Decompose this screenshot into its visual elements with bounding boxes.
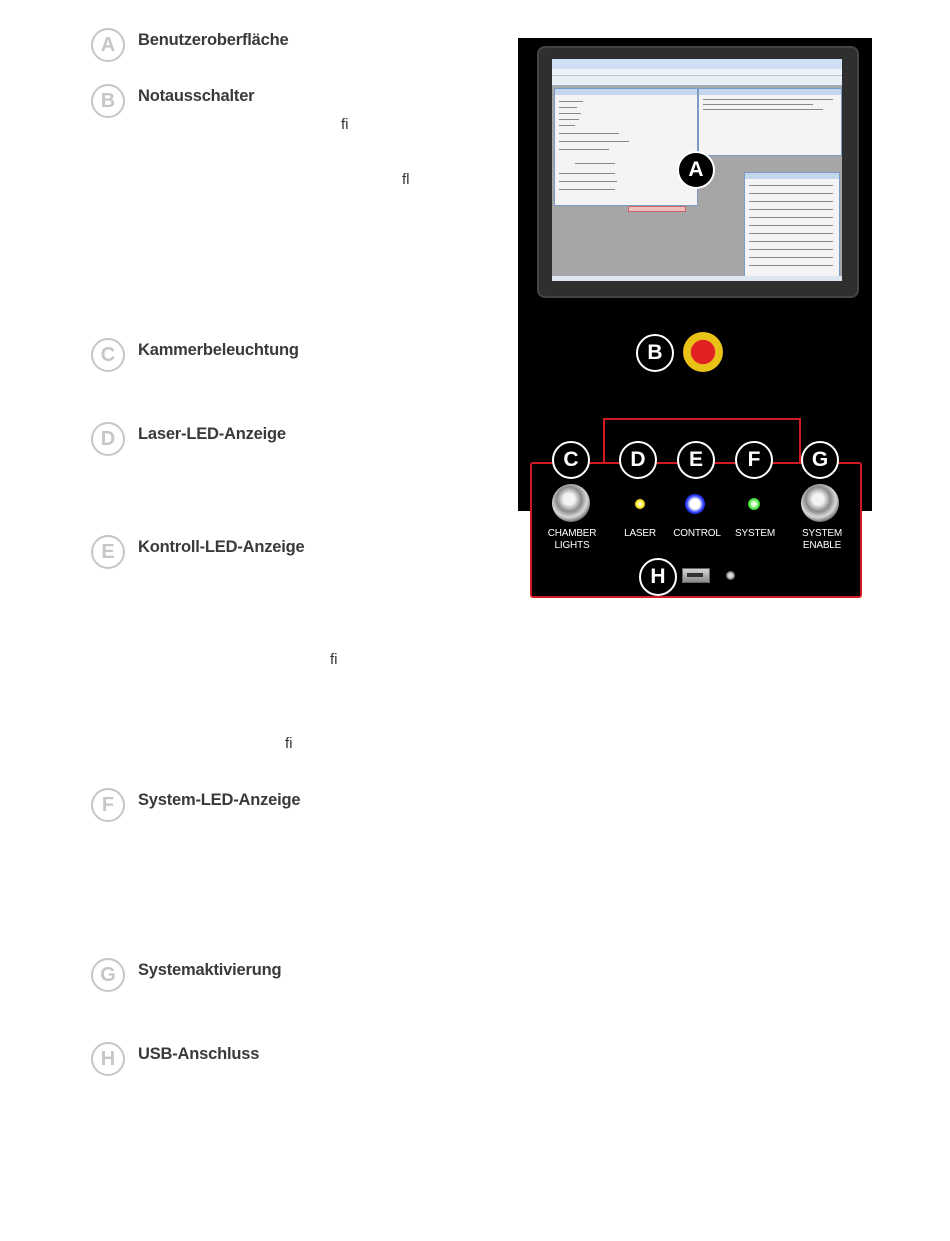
ligature-glyph: ﬂ — [402, 171, 410, 188]
system-enable-button — [801, 484, 839, 522]
legend-label-h: USB-Anschluss — [138, 1045, 260, 1063]
chamber-lights-button — [552, 484, 590, 522]
laser-led — [635, 499, 645, 509]
letter-badge-g: G — [91, 958, 125, 992]
callout-marker-c: C — [552, 441, 590, 479]
app-window-settings — [744, 172, 840, 279]
letter-badge-f: F — [91, 788, 125, 822]
legend-label-d: Laser-LED-Anzeige — [138, 425, 286, 443]
app-menubar — [552, 69, 842, 76]
legend-label-g: Systemaktivierung — [138, 961, 282, 979]
legend-label-a: Benutzeroberfläche — [138, 31, 289, 49]
control-led — [685, 494, 705, 514]
ligature-glyph: ﬁ — [330, 651, 338, 668]
letter-badge-e: E — [91, 535, 125, 569]
system-label: SYSTEM — [735, 528, 775, 539]
control-label: CONTROL — [673, 528, 721, 539]
system-enable-label: SYSTEM ENABLE — [802, 528, 842, 551]
control-panel-inset — [530, 462, 862, 598]
legend-label-f: System-LED-Anzeige — [138, 791, 301, 809]
callout-marker-h: H — [639, 558, 677, 596]
app-taskbar — [552, 276, 842, 281]
legend-label-e: Kontroll-LED-Anzeige — [138, 538, 305, 556]
app-window-right — [698, 88, 842, 156]
ligature-glyph: ﬁ — [285, 735, 293, 752]
letter-badge-c: C — [91, 338, 125, 372]
panel-screw — [726, 571, 735, 580]
callout-marker-d: D — [619, 441, 657, 479]
app-toolbar — [552, 76, 842, 86]
callout-marker-b: B — [636, 334, 674, 372]
usb-port — [682, 568, 710, 583]
callout-marker-e: E — [677, 441, 715, 479]
progress-bar — [628, 206, 686, 212]
callout-marker-a: A — [677, 151, 715, 189]
ligature-glyph: ﬁ — [341, 116, 349, 133]
emergency-stop-button — [683, 332, 723, 372]
laser-label: LASER — [624, 528, 656, 539]
legend-label-c: Kammerbeleuchtung — [138, 341, 299, 359]
legend-label-b: Notausschalter — [138, 87, 255, 105]
letter-badge-h: H — [91, 1042, 125, 1076]
callout-marker-f: F — [735, 441, 773, 479]
app-titlebar — [552, 59, 842, 69]
letter-badge-b: B — [91, 84, 125, 118]
letter-badge-a: A — [91, 28, 125, 62]
system-led — [748, 498, 760, 510]
letter-badge-d: D — [91, 422, 125, 456]
app-window-left — [554, 88, 698, 206]
chamber-lights-label: CHAMBER LIGHTS — [547, 528, 597, 551]
callout-marker-g: G — [801, 441, 839, 479]
